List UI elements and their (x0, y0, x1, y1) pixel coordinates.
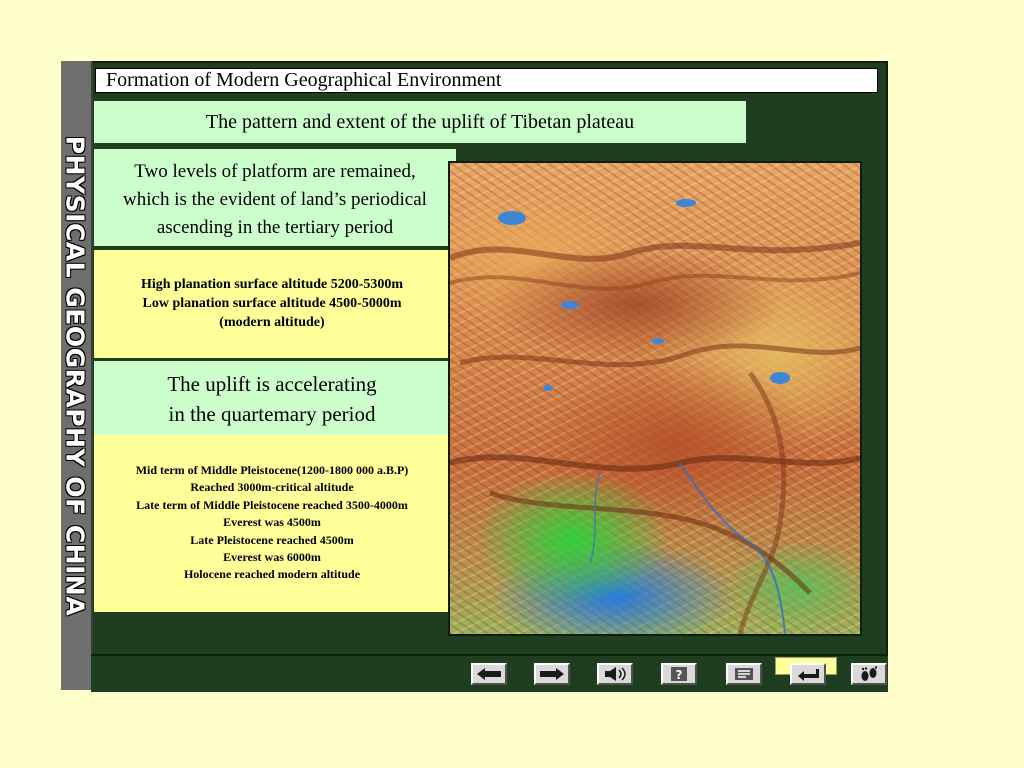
speaker-icon (601, 666, 629, 682)
uplift-acceleration-box (94, 361, 450, 435)
text-line: Holocene reached modern altitude (183, 567, 361, 582)
text-line: which is the evident of land’s periodical (123, 189, 427, 210)
text-line: in the quartemary period (168, 402, 376, 426)
notes-icon (732, 666, 756, 682)
slide-title: Formation of Modern Geographical Environment (95, 68, 878, 93)
help-icon (667, 666, 691, 682)
text-line: Late Pleistocene reached 4500m (190, 532, 354, 547)
relief-map-features (450, 163, 860, 634)
footprints-icon (857, 666, 881, 682)
text-line: The uplift is accelerating (167, 372, 377, 396)
text-line: Low planation surface altitude 4500-5000m (142, 296, 402, 311)
slide-subtitle: The pattern and extent of the uplift of Tibetan plateau (94, 101, 746, 143)
footprints-button[interactable] (851, 663, 887, 685)
sound-button[interactable] (597, 663, 633, 685)
return-button[interactable] (790, 663, 826, 685)
text-line: ascending in the tertiary period (156, 217, 394, 238)
text-line: Everest was 4500m (223, 515, 321, 530)
return-icon (794, 667, 822, 681)
svg-text:?: ? (675, 668, 683, 682)
text-line: High planation surface altitude 5200-5300m (140, 277, 404, 292)
text-line: Late term of Middle Pleistocene reached 3500-4000m (136, 497, 408, 512)
vertical-course-title: PHYSICAL GEOGRAPHY OF CHINA (60, 135, 90, 617)
back-arrow-icon (475, 667, 503, 681)
help-button[interactable] (661, 663, 697, 685)
text-line: Reached 3000m-critical altitude (190, 480, 354, 495)
forward-arrow-icon (538, 667, 566, 681)
text-line: Everest was 6000m (223, 550, 321, 565)
relief-map-image (448, 161, 862, 636)
text-line: (modern altitude) (219, 315, 325, 330)
text-line: Mid term of Middle Pleistocene(1200-1800 000 a.B.P) (135, 463, 409, 477)
platform-levels-box (94, 149, 456, 246)
pleistocene-timeline-box (94, 435, 450, 612)
planation-surface-box (94, 250, 450, 358)
notes-button[interactable] (726, 663, 762, 685)
forward-button[interactable] (534, 663, 570, 685)
back-button[interactable] (471, 663, 507, 685)
text-line: Two levels of platform are remained, (134, 161, 416, 182)
